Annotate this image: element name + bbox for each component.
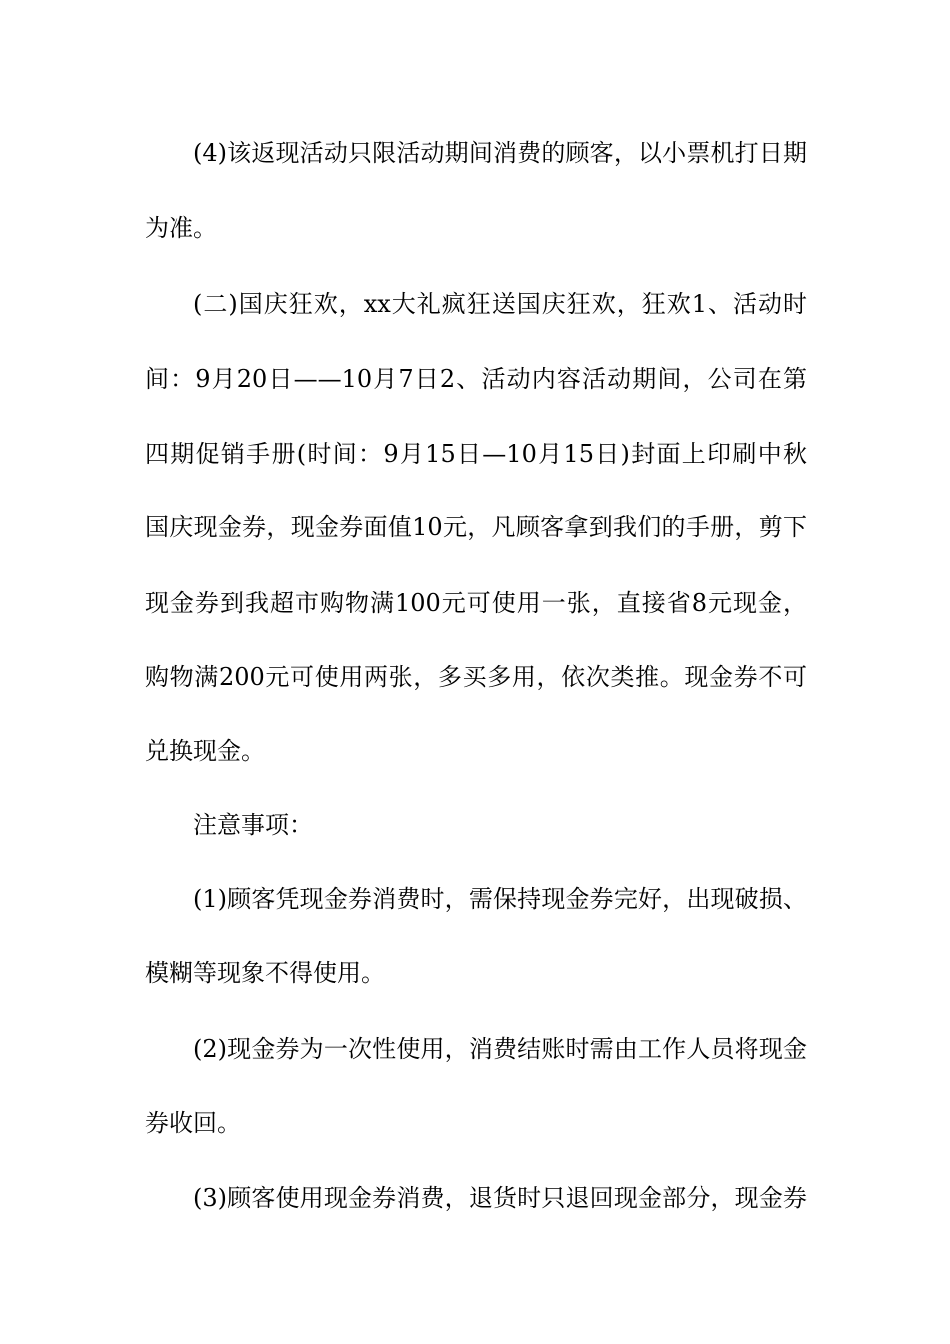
paragraph-line: (1)顾客凭现金券消费时，需保持现金券完好，出现破损、 xyxy=(193,885,807,913)
paragraph-line: (2)现金券为一次性使用，消费结账时需由工作人员将现金 xyxy=(193,1035,807,1063)
paragraph-line: (二)国庆狂欢，xx大礼疯狂送国庆狂欢，狂欢1、活动时 xyxy=(193,290,807,318)
paragraph-line: 间：9月20日——10月7日2、活动内容活动期间，公司在第 xyxy=(145,365,807,393)
paragraph-line: 为准。 xyxy=(145,214,217,242)
paragraph-line: 现金券到我超市购物满100元可使用一张，直接省8元现金， xyxy=(145,589,807,617)
paragraph-line: 模糊等现象不得使用。 xyxy=(145,959,385,987)
paragraph-line: 兑换现金。 xyxy=(145,737,265,765)
section-heading: 注意事项： xyxy=(193,811,313,839)
paragraph-line: 购物满200元可使用两张，多买多用，依次类推。现金券不可 xyxy=(145,663,807,691)
paragraph-line: 券收回。 xyxy=(145,1109,241,1137)
paragraph-line: (3)顾客使用现金券消费，退货时只退回现金部分，现金券 xyxy=(193,1184,807,1212)
paragraph-line: 四期促销手册(时间：9月15日—10月15日)封面上印刷中秋 xyxy=(145,440,807,468)
paragraph-line: 国庆现金券，现金券面值10元，凡顾客拿到我们的手册，剪下 xyxy=(145,513,807,541)
paragraph-line: (4)该返现活动只限活动期间消费的顾客，以小票机打日期 xyxy=(193,139,807,167)
